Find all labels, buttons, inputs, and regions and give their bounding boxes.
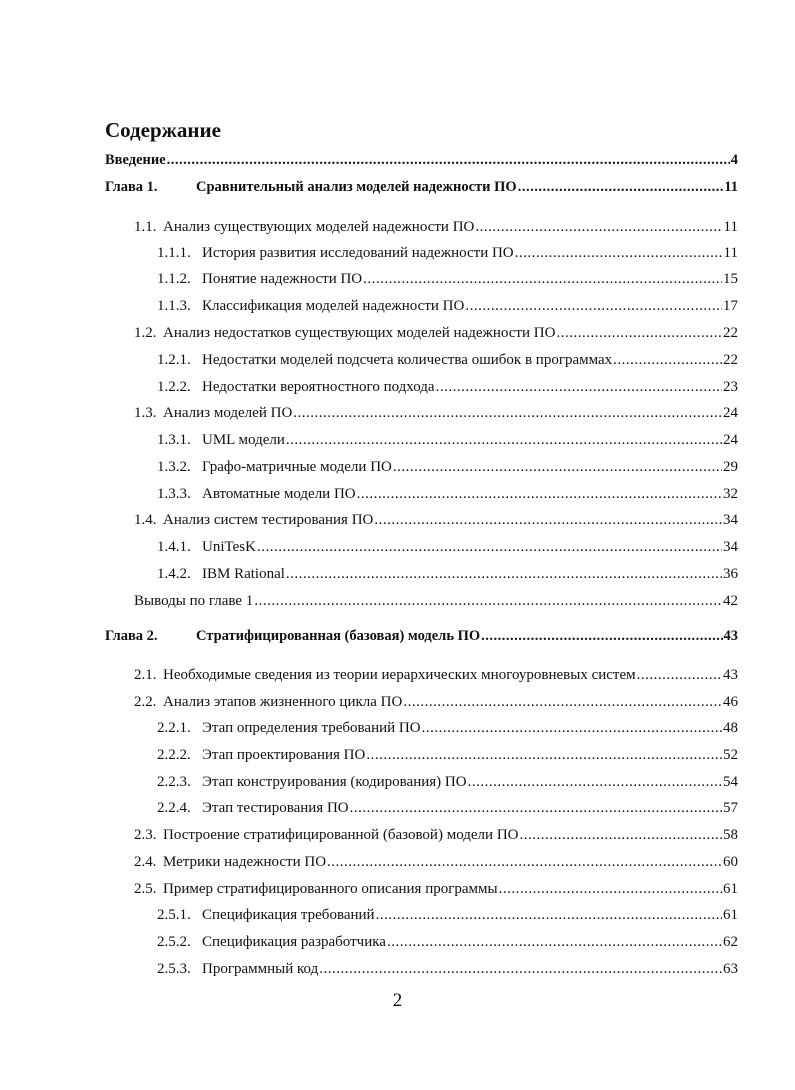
dot-leader (613, 351, 722, 369)
toc-entry-title: Этап определения требований ПО (202, 720, 421, 736)
toc-entry-page: 23 (723, 379, 738, 395)
dot-leader (319, 960, 722, 978)
toc-entry-title: UML модели (202, 432, 285, 448)
toc-entry-title: Классификация моделей надежности ПО (202, 298, 465, 314)
toc-entry-title: Построение стратифицированной (базовой) модели ПО (163, 827, 519, 843)
dot-leader (254, 592, 722, 610)
toc-entry-number: 2.2.1. (157, 720, 191, 736)
toc-entry-number: 2.2.3. (157, 774, 191, 790)
toc-entry-number: 1.2.1. (157, 352, 191, 368)
toc-entry-title: Анализ систем тестирования ПО (163, 512, 374, 528)
toc-entry-2-3[interactable] (134, 826, 738, 844)
toc-heading: Содержание (105, 118, 221, 142)
dot-leader (422, 719, 722, 737)
dot-leader (257, 538, 722, 556)
toc-entry-number: 1.1.1. (157, 245, 191, 261)
dot-leader (167, 151, 730, 169)
toc-entry-page: 4 (730, 152, 738, 168)
toc-entry-number: 2.3. (134, 827, 157, 843)
toc-entry-page: 62 (723, 934, 738, 950)
dot-leader (357, 485, 722, 503)
toc-entry-page: 32 (723, 486, 738, 502)
toc-entry-number: 2.5.1. (157, 907, 191, 923)
toc-entry-number: 1.3.3. (157, 486, 191, 502)
dot-leader (363, 270, 722, 288)
toc-entry-page: 34 (723, 539, 738, 555)
toc-entry-chapter-1[interactable] (105, 178, 738, 196)
toc-entry-number: 1.4. (134, 512, 157, 528)
dot-leader (465, 297, 722, 315)
toc-entry-page: 24 (723, 405, 738, 421)
toc-entry-1-3-2[interactable] (157, 458, 738, 476)
toc-entry-title: IBM Rational (202, 566, 285, 582)
toc-entry-chapter-1-conclusions[interactable] (134, 592, 738, 610)
toc-entry-number: 1.1.3. (157, 298, 191, 314)
toc-entry-page: 11 (723, 245, 738, 261)
toc-entry-2-5-1[interactable] (157, 906, 738, 924)
dot-leader (374, 511, 722, 529)
toc-entry-1-4[interactable] (134, 511, 738, 529)
toc-entry-title: Программный код (202, 961, 319, 977)
toc-entry-page: 58 (723, 827, 738, 843)
toc-entry-number: 2.2.4. (157, 800, 191, 816)
toc-entry-2-4[interactable] (134, 853, 738, 871)
dot-leader (518, 178, 724, 196)
toc-entry-page: 22 (723, 352, 738, 368)
toc-entry-title: Необходимые сведения из теории иерархических многоуровневых систем (163, 667, 636, 683)
toc-entry-title: Введение (105, 152, 166, 168)
toc-entry-title: Спецификация разработчика (202, 934, 386, 950)
toc-entry-2-2-1[interactable] (157, 719, 738, 737)
toc-entry-number: 1.1.2. (157, 271, 191, 287)
toc-entry-page: 48 (723, 720, 738, 736)
toc-entry-title: Пример стратифицированного описания программы (163, 881, 498, 897)
dot-leader (499, 880, 722, 898)
toc-entry-page: 24 (723, 432, 738, 448)
toc-entry-page: 42 (723, 593, 738, 609)
toc-entry-title: Стратифицированная (базовая) модель ПО (196, 628, 481, 644)
toc-entry-1-3-1[interactable] (157, 431, 738, 449)
toc-entry-number: 1.4.1. (157, 539, 191, 555)
toc-entry-number: 1.3.1. (157, 432, 191, 448)
dot-leader (393, 458, 722, 476)
dot-leader (286, 431, 722, 449)
toc-entry-1-2[interactable] (134, 324, 738, 342)
toc-entry-title: Анализ моделей ПО (163, 405, 293, 421)
toc-entry-page: 11 (724, 179, 738, 195)
toc-entry-introduction[interactable] (105, 151, 738, 169)
toc-entry-page: 17 (723, 298, 738, 314)
toc-entry-number: Глава 2. (105, 628, 158, 644)
toc-entry-chapter-2[interactable] (105, 627, 738, 645)
toc-entry-page: 43 (723, 667, 738, 683)
toc-entry-page: 52 (723, 747, 738, 763)
toc-entry-title: Выводы по главе 1 (134, 593, 254, 609)
toc-entry-title: Сравнительный анализ моделей надежности ПО (196, 179, 517, 195)
dot-leader (327, 853, 722, 871)
toc-entry-page: 36 (723, 566, 738, 582)
toc-entry-number: 2.5.3. (157, 961, 191, 977)
toc-entry-title: Анализ этапов жизненного цикла ПО (163, 694, 403, 710)
dot-leader (556, 324, 722, 342)
page-number: 2 (392, 990, 403, 1011)
dot-leader (403, 693, 722, 711)
toc-entry-number: 1.3. (134, 405, 157, 421)
toc-entry-1-3-3[interactable] (157, 485, 738, 503)
toc-entry-page: 34 (723, 512, 738, 528)
toc-entry-number: Глава 1. (105, 179, 158, 195)
toc-entry-title: Этап тестирования ПО (202, 800, 349, 816)
toc-entry-2-2-2[interactable] (157, 746, 738, 764)
toc-entry-2-2[interactable] (134, 693, 738, 711)
dot-leader (475, 218, 722, 236)
toc-entry-1-2-2[interactable] (157, 378, 738, 396)
dot-leader (481, 627, 722, 645)
toc-entry-page: 15 (723, 271, 738, 287)
toc-entry-number: 2.2. (134, 694, 157, 710)
toc-entry-1-1[interactable] (134, 218, 738, 236)
toc-entry-title: Недостатки вероятностного подхода (202, 379, 435, 395)
dot-leader (293, 404, 722, 422)
toc-entry-number: 2.4. (134, 854, 157, 870)
toc-entry-title: Этап проектирования ПО (202, 747, 366, 763)
toc-entry-1-1-1[interactable] (157, 244, 738, 262)
toc-entry-2-5-2[interactable] (157, 933, 738, 951)
toc-entry-page: 29 (723, 459, 738, 475)
toc-entry-2-5[interactable] (134, 880, 738, 898)
toc-entry-number: 1.2.2. (157, 379, 191, 395)
toc-entry-number: 1.1. (134, 219, 157, 235)
toc-entry-number: 2.1. (134, 667, 157, 683)
toc-entry-number: 2.2.2. (157, 747, 191, 763)
dot-leader (350, 799, 722, 817)
toc-entry-number: 1.2. (134, 325, 157, 341)
toc-entry-1-2-1[interactable] (157, 351, 738, 369)
toc-entry-1-4-1[interactable] (157, 538, 738, 556)
toc-entry-title: Спецификация требований (202, 907, 375, 923)
toc-entry-2-5-3[interactable] (157, 960, 738, 978)
toc-entry-number: 2.5. (134, 881, 157, 897)
toc-entry-number: 2.5.2. (157, 934, 191, 950)
toc-entry-page: 43 (723, 628, 738, 644)
toc-entry-title: UniTesK (202, 539, 256, 555)
dot-leader (387, 933, 722, 951)
dot-leader (515, 244, 723, 262)
toc-entry-number: 1.3.2. (157, 459, 191, 475)
toc-entry-page: 63 (723, 961, 738, 977)
dot-leader (366, 746, 722, 764)
toc-entry-1-3[interactable] (134, 404, 738, 422)
toc-entry-page: 60 (723, 854, 738, 870)
toc-entry-2-2-4[interactable] (157, 799, 738, 817)
toc-entry-page: 11 (723, 219, 738, 235)
toc-entry-number: 1.4.2. (157, 566, 191, 582)
toc-entry-page: 54 (723, 774, 738, 790)
toc-entry-title: Метрики надежности ПО (163, 854, 327, 870)
dot-leader (376, 906, 722, 924)
dot-leader (468, 773, 722, 791)
toc-entry-1-1-2[interactable] (157, 270, 738, 288)
dot-leader (286, 565, 722, 583)
toc-entry-page: 22 (723, 325, 738, 341)
toc-entry-title: Понятие надежности ПО (202, 271, 363, 287)
toc-entry-title: Анализ существующих моделей надежности ПО (163, 219, 475, 235)
toc-entry-1-1-3[interactable] (157, 297, 738, 315)
toc-entry-title: Анализ недостатков существующих моделей надежности ПО (163, 325, 556, 341)
toc-entry-page: 61 (723, 881, 738, 897)
dot-leader (519, 826, 722, 844)
toc-entry-2-2-3[interactable] (157, 773, 738, 791)
toc-entry-page: 61 (723, 907, 738, 923)
toc-entry-page: 57 (723, 800, 738, 816)
toc-entry-title: Недостатки моделей подсчета количества ошибок в программах (202, 352, 613, 368)
toc-entry-title: Автоматные модели ПО (202, 486, 356, 502)
dot-leader (637, 666, 722, 684)
dot-leader (436, 378, 722, 396)
toc-entry-2-1[interactable] (134, 666, 738, 684)
toc-entry-1-4-2[interactable] (157, 565, 738, 583)
toc-entry-title: История развития исследований надежности ПО (202, 245, 514, 261)
toc-entry-page: 46 (723, 694, 738, 710)
toc-entry-title: Этап конструирования (кодирования) ПО (202, 774, 467, 790)
toc-entry-title: Графо-матричные модели ПО (202, 459, 392, 475)
